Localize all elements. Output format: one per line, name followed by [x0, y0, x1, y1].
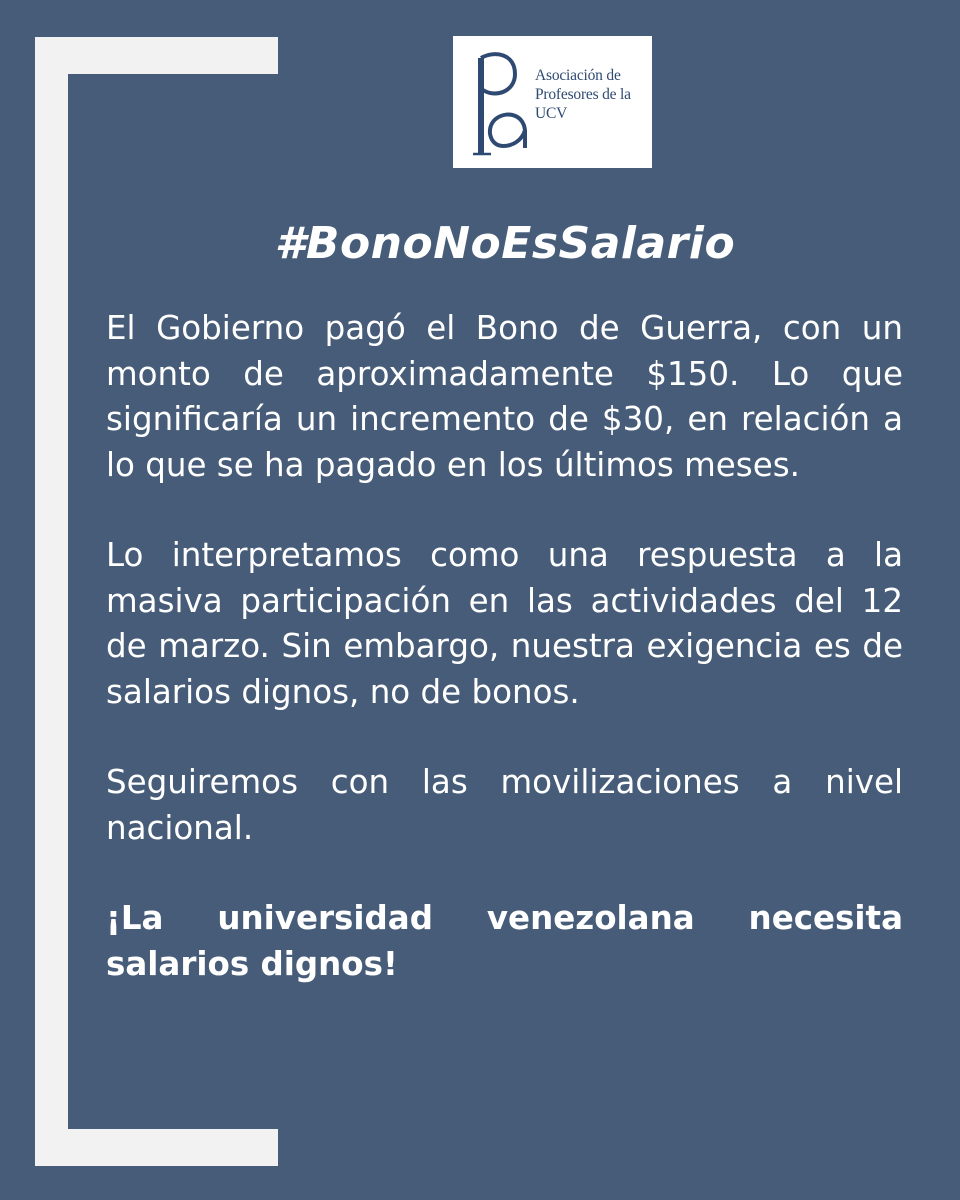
logo-line-3: UCV — [535, 105, 568, 122]
closing-slogan: ¡La universidad venezolana necesita salarios dignos! — [106, 899, 903, 983]
apucv-monogram-icon — [467, 50, 531, 160]
paragraph-interpretation: Lo interpretamos como una respuesta a la masiva participación en las actividades del 12 de marzo. Sin embargo, nuestra exigencia es de salarios dignos, no de bonos. — [106, 536, 903, 711]
statement-body — [106, 306, 903, 987]
frame-bracket-top — [35, 37, 278, 74]
paragraph-mobilizations: Seguiremos con las movilizaciones a nivel nacional. — [106, 763, 903, 847]
logo-line-1: Asociación de — [535, 67, 621, 84]
paragraph-bono-guerra: El Gobierno pagó el Bono de Guerra, con un monto de aproximadamente $150. Lo que significaría un incremento de $30, en relación a lo que se ha pagado en los últimos meses. — [106, 309, 903, 484]
frame-bracket-bottom — [35, 1129, 278, 1166]
logo-wordmark — [535, 66, 631, 123]
frame-bracket-left — [35, 37, 68, 1166]
apucv-logo — [453, 36, 652, 168]
hashtag-heading: #BonoNoEsSalario — [274, 218, 736, 269]
logo-line-2: Profesores de la — [535, 86, 631, 103]
